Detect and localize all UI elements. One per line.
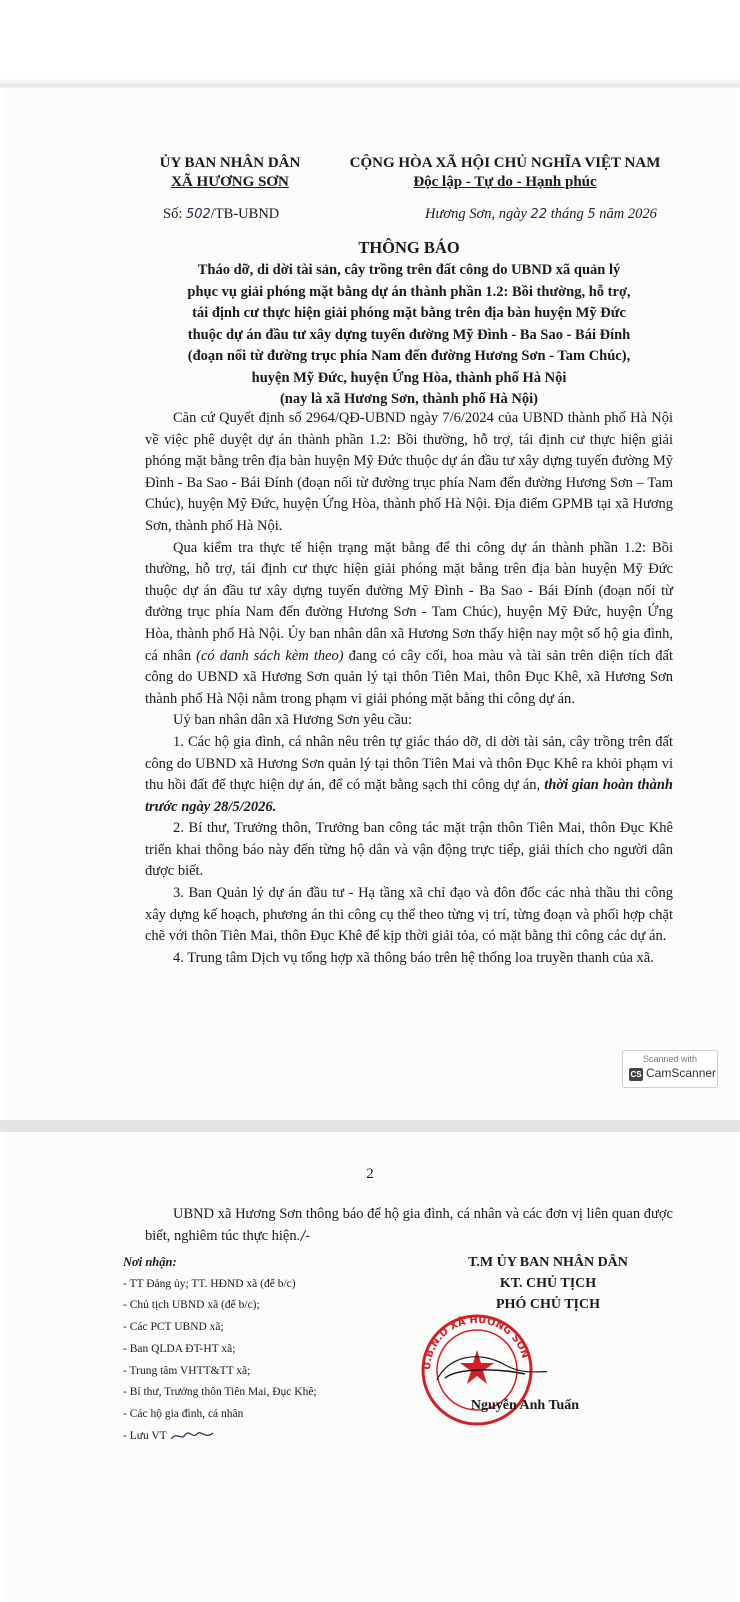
recipient-item bbox=[123, 1426, 423, 1448]
paragraph-item-4: 4. Trung tâm Dịch vụ tổng hợp xã thông báo trên hệ thống loa truyền thanh của xã. bbox=[173, 949, 654, 966]
page-number: 2 bbox=[366, 1166, 374, 1182]
recipient-item: - Chủ tịch UBND xã (để b/c); bbox=[123, 1299, 260, 1312]
paragraph-inspection bbox=[145, 538, 673, 711]
camscanner-line-1: Scanned with bbox=[642, 1054, 698, 1064]
document-title: THÔNG BÁO bbox=[358, 238, 460, 257]
camscanner-watermark bbox=[622, 1050, 718, 1088]
document-body bbox=[145, 408, 673, 969]
recipient-item: - Các PCT UBND xã; bbox=[123, 1321, 224, 1334]
seal-text: U.B.N.D XÃ HƯƠNG SƠN bbox=[421, 1314, 531, 1371]
subtitle-line: (nay là xã Hương Sơn, thành phố Hà Nội) bbox=[279, 391, 539, 407]
month-handwritten: 5 bbox=[587, 207, 596, 222]
issuing-agency bbox=[145, 154, 315, 192]
paragraph-legal-basis: Căn cứ Quyết định số 2964/QĐ-UBND ngày 7/6/2024 của UBND thành phố Hà Nội về việc phê duyệt dự án thành phần 1.2: Bồi thường, hỗ trợ, tái định cư thực hiện giải phóng mặt bằng trên địa bàn huyện Mỹ Đức thuộc dự án đầu tư xây dựng tuyến đường Mỹ Đình - Ba Sao - Bái Đính (đoạn nối từ đường trục phía Nam đến đường Hương Sơn – Tam Chúc), huyện Mỹ Đức, huyện Ứng Hòa, thành phố Hà Nội. Địa điểm GPMB tại xã Hương Sơn, thành phố Hà Nội. bbox=[145, 410, 673, 534]
recipient-item: - TT Đảng ủy; TT. HĐND xã (để b/c) bbox=[123, 1277, 296, 1290]
item-1-text: 1. Các hộ gia đình, cá nhân nêu trên tự giác tháo dỡ, di dời tài sản, cây trồng trên đất công do UBND xã Hương Sơn quản lý tại thôn Tiên Mai và thôn Đục Khê ra khỏi phạm vi thu hồi đất để thực hiện dự án, để có mặt bằng sạch thi công dự án, bbox=[145, 733, 673, 794]
recipient-item: - Các hộ gia đình, cá nhân bbox=[123, 1407, 244, 1420]
place-date-part-2: tháng bbox=[547, 206, 588, 222]
document-number bbox=[163, 206, 279, 223]
initials-signature bbox=[169, 1429, 215, 1443]
subtitle-line: huyện Mỹ Đức, huyện Ứng Hòa, thành phố Hà Nội bbox=[251, 369, 567, 386]
paragraph-inspection-text-2: đang có cây cối, hoa màu và tài sản trên diện tích đất công do UBND xã Hương Sơn quản lý tại thôn Tiên Mai, thôn Đục Khê, xã Hương Sơn thành phố Hà Nội nằm trong phạm vi giải phóng mặt bằng thi công dự án. bbox=[145, 647, 673, 707]
paragraph-item-2: 2. Bí thư, Trưởng thôn, Trưởng ban công tác mặt trận thôn Tiên Mai, thôn Đục Khê triển khai thông báo này đến từng hộ dân và vận động trực tiếp, giải thích cho người dân được biết. bbox=[145, 820, 673, 880]
nation-line-1: CỘNG HÒA XÃ HỘI CHỦ NGHĨA VIỆT NAM bbox=[349, 155, 661, 171]
day-handwritten: 22 bbox=[530, 207, 548, 222]
official-seal-icon bbox=[417, 1308, 547, 1438]
subtitle-line: (đoạn nối từ đường trục phía Nam đến đường Hương Sơn - Tam Chúc), bbox=[187, 348, 631, 364]
nation-motto: Độc lập - Tự do - Hạnh phúc bbox=[413, 174, 597, 190]
subtitle-line: tái định cư thực hiện giải phóng mặt bằng trên địa bàn huyện Mỹ Đức bbox=[192, 305, 626, 321]
closing-text: UBND xã Hương Sơn thông báo để hộ gia đình, cá nhân và các đơn vị liên quan được biết, nghiêm túc thực hiện bbox=[145, 1206, 673, 1244]
recipient-item: - Ban QLDA ĐT-HT xã; bbox=[123, 1342, 236, 1355]
agency-line-2: XÃ HƯƠNG SƠN bbox=[171, 174, 289, 190]
attached-list-note: (có danh sách kèm theo) bbox=[196, 647, 344, 664]
signature-block bbox=[437, 1252, 659, 1315]
paragraph-item-3: 3. Ban Quản lý dự án đầu tư - Hạ tầng xã chỉ đạo và đôn đốc các nhà thầu thi công xây dựng kế hoạch, phương án thi công cụ thể theo từng vị trí, từng đoạn và phối hợp chặt chẽ với thôn Tiên Mai, thôn Đục Khê để kịp thời giải tỏa, có mặt bằng thi công các dự án. bbox=[145, 885, 673, 945]
place-date-part-1: Hương Sơn, ngày bbox=[425, 206, 531, 222]
camscanner-logo-icon: CS bbox=[630, 1070, 642, 1079]
paragraph-item-1 bbox=[145, 732, 673, 818]
agency-line-1: ỦY BAN NHÂN DÂN bbox=[159, 155, 301, 171]
paragraph-request-intro: Uỷ ban nhân dân xã Hương Sơn yêu cầu: bbox=[173, 712, 413, 729]
subtitle-line: Tháo dỡ, di dời tài sản, cây trồng trên đất công do UBND xã quản lý bbox=[197, 262, 621, 278]
doc-number-suffix: /TB-UBND bbox=[210, 206, 280, 222]
signature-line-3: PHÓ CHỦ TỊCH bbox=[496, 1297, 600, 1312]
doc-number-handwritten: 502 bbox=[185, 207, 211, 222]
doc-number-prefix: Số: bbox=[163, 206, 186, 222]
document-page-1 bbox=[5, 88, 735, 1120]
camscanner-line-2: CamScanner bbox=[646, 1066, 717, 1080]
national-header bbox=[337, 154, 673, 192]
paragraph-inspection-text: Qua kiểm tra thực tế hiện trạng mặt bằng để thi công dự án thành phần 1.2: Bồi thường, hỗ trợ, tái định cư thực hiện giải phóng mặt bằng trên địa bàn huyện Mỹ Đức thuộc dự án đầu tư xây dựng tuyến đường Mỹ Đình - Ba Sao - Bái Đính (đoạn nối từ đường trục phía Nam đến đường Hương Sơn - Tam Chúc), huyện Mỹ Đức, huyện Ứng Hòa, thành phố Hà Nội. Ủy ban nhân dân xã Hương Sơn thấy hiện nay một số hộ gia đình, cá nhân bbox=[145, 539, 673, 664]
place-and-date bbox=[425, 206, 657, 223]
recipients-block bbox=[123, 1252, 423, 1447]
recipient-item: - Trung tâm VHTT&TT xã; bbox=[123, 1364, 251, 1377]
subtitle-line: phục vụ giải phóng mặt bằng dự án thành phần 1.2: Bồi thường, hỗ trợ, bbox=[187, 283, 631, 300]
subtitle-line: thuộc dự án đầu tư xây dựng tuyến đường Mỹ Đình - Ba Sao - Bái Đính bbox=[187, 326, 631, 343]
place-date-part-3: năm 2026 bbox=[595, 206, 657, 222]
recipient-archive: - Lưu VT bbox=[123, 1429, 167, 1442]
page-separator bbox=[0, 1120, 740, 1132]
signer-name: Nguyễn Anh Tuấn bbox=[470, 1398, 580, 1413]
deadline-text: thời gian hoàn thành trước ngày 28/5/2026. bbox=[145, 777, 673, 815]
signature-line-1: T.M ỦY BAN NHÂN DÂN bbox=[468, 1255, 628, 1270]
document-page-2 bbox=[5, 1132, 735, 1602]
document-subtitle bbox=[145, 260, 673, 411]
recipient-item: - Bí thư, Trưởng thôn Tiên Mai, Đục Khê; bbox=[123, 1386, 317, 1399]
signature-line-2: KT. CHỦ TỊCH bbox=[499, 1276, 597, 1291]
top-shadow bbox=[0, 0, 740, 88]
closing-mark: ./- bbox=[296, 1228, 310, 1244]
closing-paragraph bbox=[145, 1204, 673, 1247]
recipients-label: Nơi nhận: bbox=[123, 1255, 177, 1269]
